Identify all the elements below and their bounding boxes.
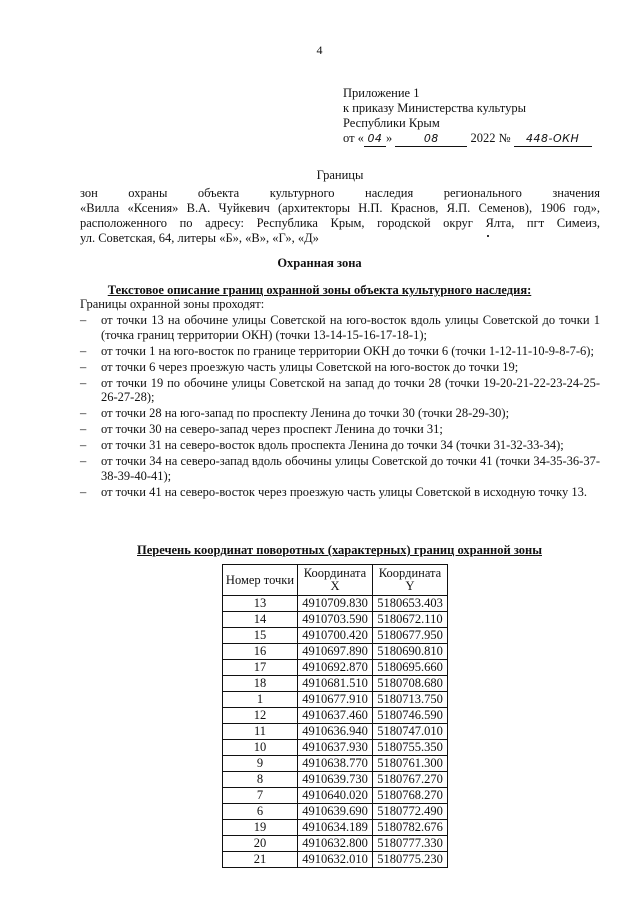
appendix-line-1: Приложение 1: [343, 86, 420, 100]
list-item: – от точки 31 на северо-восток вдоль проспекта Ленина до точки 34 (точки 31-32-33-34);: [80, 438, 564, 452]
appendix-block: [343, 86, 592, 147]
coordinates-table-body: [223, 596, 448, 868]
list-item: – от точки 19 по обочине улицы Советской на запад до точки 28 (точки 19-20-21-22-23-24-25-26-27-28);: [80, 375, 600, 404]
document-title: [80, 168, 600, 246]
appendix-line-2: к приказу Министерства культуры: [343, 101, 526, 115]
cell-coordinate-y: 5180768.270: [373, 788, 448, 804]
list-item: – от точки 30 на северо-запад через проспект Ленина до точки 31;: [80, 422, 443, 436]
table-row: [223, 724, 448, 740]
list-item: – от точки 28 на юго-запад по проспекту Ленина до точки 30 (точки 28-29-30);: [80, 406, 510, 420]
coordinates-heading: Перечень координат поворотных (характерных) границ охранной зоны: [137, 543, 542, 557]
table-row: [223, 852, 448, 868]
cell-point-number: 17: [223, 660, 298, 676]
cell-coordinate-x: 4910709.830: [298, 596, 373, 612]
cell-point-number: 15: [223, 628, 298, 644]
cell-coordinate-x: 4910636.940: [298, 724, 373, 740]
zone-heading: Охранная зона: [277, 256, 362, 270]
table-row: [223, 660, 448, 676]
cell-point-number: 1: [223, 692, 298, 708]
cell-point-number: 9: [223, 756, 298, 772]
cell-point-number: 18: [223, 676, 298, 692]
order-number: 448-ОКН: [514, 131, 592, 147]
cell-coordinate-y: 5180772.490: [373, 804, 448, 820]
cell-coordinate-y: 5180713.750: [373, 692, 448, 708]
order-date-line: [343, 131, 592, 147]
cell-point-number: 16: [223, 644, 298, 660]
cell-coordinate-y: 5180708.680: [373, 676, 448, 692]
cell-point-number: 6: [223, 804, 298, 820]
cell-coordinate-x: 4910703.590: [298, 612, 373, 628]
table-row: [223, 628, 448, 644]
cell-coordinate-y: 5180690.810: [373, 644, 448, 660]
table-row: [223, 708, 448, 724]
header-point-number: Номер точки: [223, 565, 298, 596]
cell-point-number: 20: [223, 836, 298, 852]
header-coordinate-x: Координата X: [298, 565, 373, 596]
date-prefix: от «: [343, 131, 364, 145]
table-row: [223, 740, 448, 756]
table-header-row: [223, 565, 448, 596]
cell-coordinate-y: 5180746.590: [373, 708, 448, 724]
cell-coordinate-y: 5180775.230: [373, 852, 448, 868]
cell-coordinate-x: 4910681.510: [298, 676, 373, 692]
cell-coordinate-y: 5180755.350: [373, 740, 448, 756]
cell-coordinate-y: 5180782.676: [373, 820, 448, 836]
cell-coordinate-y: 5180777.330: [373, 836, 448, 852]
cell-coordinate-x: 4910639.730: [298, 772, 373, 788]
cell-coordinate-x: 4910637.930: [298, 740, 373, 756]
table-row: [223, 756, 448, 772]
cell-coordinate-y: 5180653.403: [373, 596, 448, 612]
list-item: – от точки 13 на обочине улицы Советской на юго-восток вдоль улицы Советской до точки 1 (точка границ территории ОКН) (точки 13-14-15-16-17-18-1);: [80, 313, 600, 342]
title-line-4: ул. Советская, 64, литеры «Б», «В», «Г», «Д»: [80, 231, 319, 245]
table-row: [223, 772, 448, 788]
header-coordinate-y: Координата Y: [373, 565, 448, 596]
cell-coordinate-x: 4910634.189: [298, 820, 373, 836]
title-line-3: расположенного по адресу: Республика Крым, городской округ Ялта, пгт Симеиз,: [80, 216, 600, 230]
cell-coordinate-y: 5180672.110: [373, 612, 448, 628]
table-row: [223, 692, 448, 708]
cell-coordinate-y: 5180695.660: [373, 660, 448, 676]
cell-point-number: 12: [223, 708, 298, 724]
table-row: [223, 804, 448, 820]
description-heading: Текстовое описание границ охранной зоны объекта культурного наследия:: [107, 283, 532, 297]
table-row: [223, 612, 448, 628]
cell-coordinate-x: 4910697.890: [298, 644, 373, 660]
cell-point-number: 13: [223, 596, 298, 612]
table-row: [223, 676, 448, 692]
order-month: 08: [395, 131, 467, 147]
scan-speck: [487, 235, 489, 237]
cell-point-number: 10: [223, 740, 298, 756]
table-row: [223, 836, 448, 852]
coordinates-table: [222, 564, 448, 868]
cell-coordinate-x: 4910632.010: [298, 852, 373, 868]
cell-point-number: 7: [223, 788, 298, 804]
boundary-list: [80, 313, 600, 501]
intro-text: Границы охранной зоны проходят:: [80, 297, 265, 311]
list-item: – от точки 6 через проезжую часть улицы Советской на юго-восток до точки 19;: [80, 359, 519, 374]
cell-point-number: 14: [223, 612, 298, 628]
title-line-1: зон охраны объекта культурного наследия регионального значения: [80, 186, 600, 200]
cell-coordinate-x: 4910677.910: [298, 692, 373, 708]
cell-point-number: 11: [223, 724, 298, 740]
cell-coordinate-y: 5180767.270: [373, 772, 448, 788]
cell-coordinate-x: 4910638.770: [298, 756, 373, 772]
table-row: [223, 644, 448, 660]
list-item: – от точки 34 на северо-запад вдоль обочины улицы Советской до точки 41 (точки 34-35-36-37-38-39-40-41);: [80, 454, 600, 483]
table-row: [223, 820, 448, 836]
cell-coordinate-x: 4910639.690: [298, 804, 373, 820]
cell-point-number: 21: [223, 852, 298, 868]
cell-coordinate-y: 5180747.010: [373, 724, 448, 740]
appendix-line-3: Республики Крым: [343, 116, 440, 130]
list-item: – от точки 41 на северо-восток через проезжую часть улицы Советской в исходную точку 13.: [80, 484, 588, 499]
title-line-2: «Вилла «Ксения» В.А. Чуйкевич (архитекторы Н.П. Краснов, Я.П. Семенов), 1906 год»,: [80, 201, 600, 215]
cell-point-number: 8: [223, 772, 298, 788]
page-number: 4: [316, 43, 323, 57]
cell-coordinate-x: 4910640.020: [298, 788, 373, 804]
cell-coordinate-x: 4910692.870: [298, 660, 373, 676]
cell-coordinate-x: 4910632.800: [298, 836, 373, 852]
title-word: Границы: [316, 168, 364, 182]
order-day: 04: [364, 131, 386, 147]
table-row: [223, 788, 448, 804]
cell-coordinate-y: 5180761.300: [373, 756, 448, 772]
cell-coordinate-x: 4910700.420: [298, 628, 373, 644]
order-year-label: 2022 №: [470, 131, 511, 145]
cell-point-number: 19: [223, 820, 298, 836]
cell-coordinate-y: 5180677.950: [373, 628, 448, 644]
date-mid: »: [385, 131, 393, 145]
table-row: [223, 596, 448, 612]
list-item: – от точки 1 на юго-восток по границе территории ОКН до точки 6 (точки 1-12-11-10-9-8-7-6);: [80, 343, 594, 358]
cell-coordinate-x: 4910637.460: [298, 708, 373, 724]
